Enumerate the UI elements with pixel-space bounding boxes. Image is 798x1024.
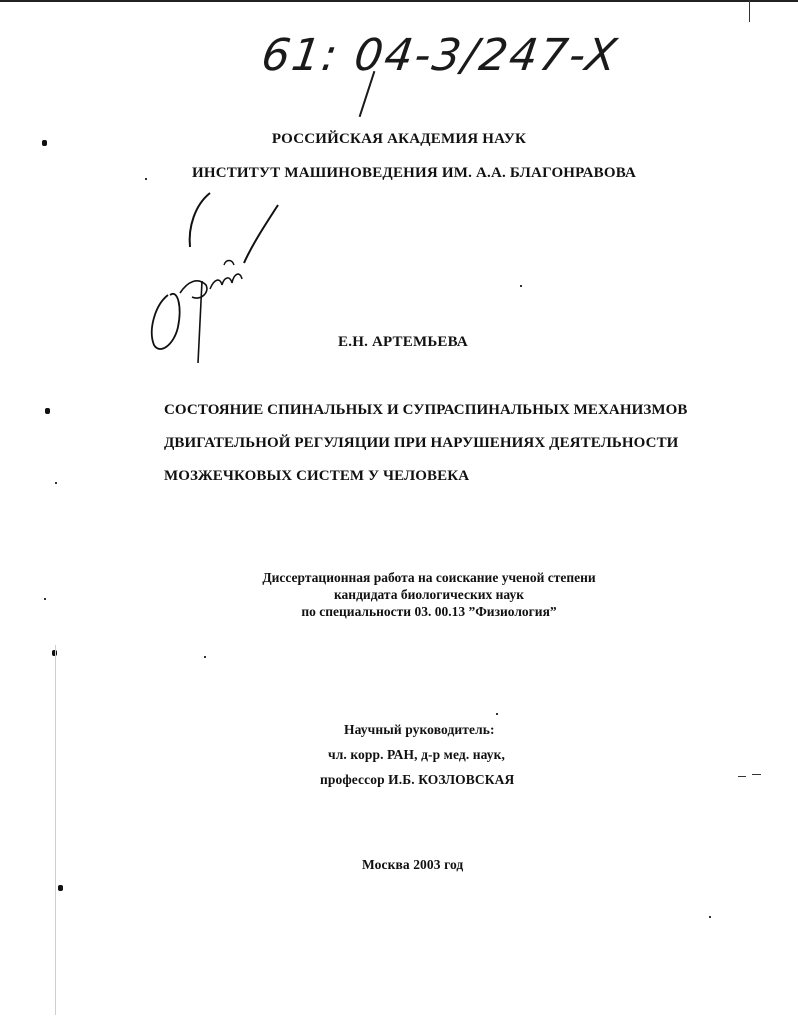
archive-number: 61: 04-3/247-X: [258, 30, 622, 81]
academy-heading: РОССИЙСКАЯ АКАДЕМИЯ НАУК: [271, 131, 527, 147]
supervisor-rank: чл. корр. РАН, д-р мед. наук,: [328, 747, 506, 762]
title-line-2: ДВИГАТЕЛЬНОЙ РЕГУЛЯЦИИ ПРИ НАРУШЕНИЯХ ДЕЯТЕЛЬНОСТИ: [164, 435, 679, 451]
dissertation-line-3: по специальности 03. 00.13 ”Физиология”: [301, 604, 557, 619]
scan-dash: [738, 776, 746, 777]
scan-speck: [204, 656, 206, 658]
supervisor-name: профессор И.Б. КОЗЛОВСКАЯ: [320, 772, 515, 787]
scan-dash: [752, 774, 761, 775]
place-year: Москва 2003 год: [362, 857, 464, 872]
institute-heading: ИНСТИТУТ МАШИНОВЕДЕНИЯ ИМ. А.А. БЛАГОНРАВОВА: [191, 165, 637, 181]
scan-speck: [145, 178, 147, 180]
dissertation-line-1: Диссертационная работа на соискание ученой степени: [262, 570, 596, 585]
scan-speck: [496, 713, 498, 715]
binder-hole-mark: [42, 140, 47, 146]
top-border: [0, 0, 798, 8]
binder-hole-mark: [58, 885, 63, 891]
scan-speck: [44, 598, 46, 600]
scan-speck: [520, 285, 522, 287]
binder-hole-mark: [45, 408, 50, 414]
dissertation-line-2: кандидата биологических наук: [333, 587, 524, 602]
title-line-3: МОЗЖЕЧКОВЫХ СИСТЕМ У ЧЕЛОВЕКА: [164, 468, 470, 484]
supervisor-label: Научный руководитель:: [344, 722, 495, 737]
scan-speck: [55, 482, 57, 484]
scan-speck: [709, 916, 711, 918]
title-line-1: СОСТОЯНИЕ СПИНАЛЬНЫХ И СУПРАСПИНАЛЬНЫХ МЕХАНИЗМОВ: [164, 402, 688, 418]
corner-mark: [749, 0, 750, 22]
scan-edge-line: [55, 645, 56, 1015]
author-name: Е.Н. АРТЕМЬЕВА: [338, 334, 468, 350]
